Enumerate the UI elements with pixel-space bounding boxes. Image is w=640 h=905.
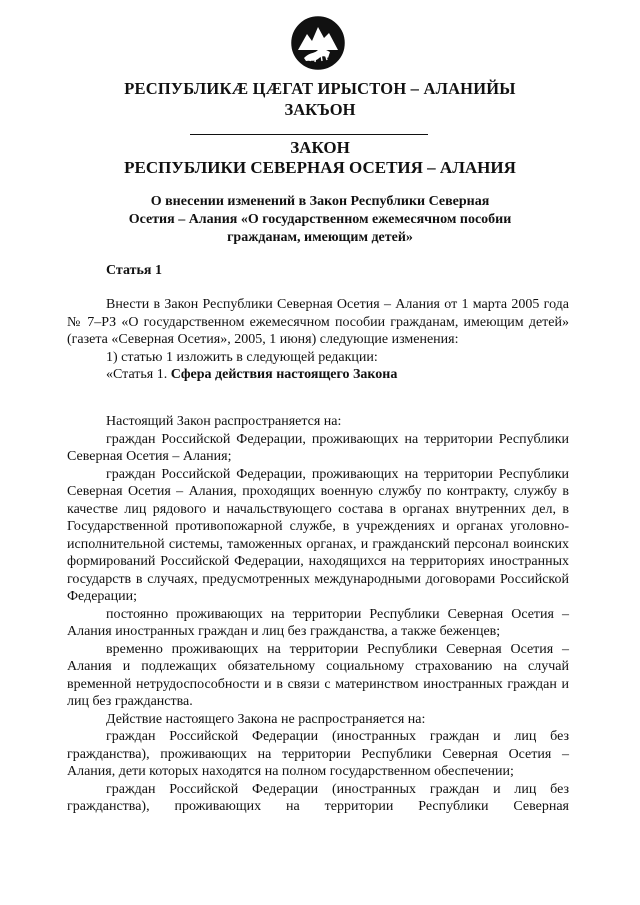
- intro-paragraph: 1) статью 1 изложить в следующей редакции:: [106, 349, 378, 365]
- header-law-ossetian: ЗАКЪОН: [284, 100, 356, 119]
- divider-line: [190, 134, 428, 135]
- intro-paragraph: Внести в Закон Республики Северная Осетия – Алания от 1 марта 2005 года № 7–РЗ «О государственном ежемесячном пособии гражданам, имеющим детей» (газета «Северная Осетия», 2005, 1 июня) следующие изменения:: [67, 297, 569, 347]
- article-heading: Статья 1: [106, 263, 162, 278]
- article-redaction-heading: [67, 366, 569, 384]
- body-paragraph: Настоящий Закон распространяется на:: [106, 414, 342, 429]
- header-line-ossetian: РЕСПУБЛИКÆ ЦÆГАТ ИРЫСТОН – АЛАНИЙЫ: [124, 79, 516, 98]
- law-title: [110, 193, 530, 247]
- body-paragraph: постоянно проживающих на территории Республики Северная Осетия – Алания иностранных граждан и лиц без гражданства, а также беженцев;: [67, 606, 569, 639]
- coat-of-arms-emblem: [290, 14, 346, 72]
- law-title-line: О внесении изменений в Закон Республики Северная: [150, 194, 490, 209]
- law-title-line: гражданам, имеющим детей»: [227, 230, 413, 245]
- header-republic-russian: РЕСПУБЛИКИ СЕВЕРНАЯ ОСЕТИЯ – АЛАНИЯ: [124, 158, 516, 177]
- law-body: [67, 413, 569, 816]
- header-law-russian: ЗАКОН: [290, 138, 350, 157]
- law-title-line: Осетия – Алания «О государственном ежемесячном пособии: [128, 212, 512, 227]
- body-paragraph: граждан Российской Федерации, проживающих на территории Республики Северная Осетия – Алания;: [67, 431, 569, 464]
- body-paragraph: временно проживающих на территории Республики Северная Осетия – Алания и подлежащих обязательному социальному страхованию на случай временной нетрудоспособности и в связи с материнством иностранных граждан и лиц без гражданства.: [67, 641, 569, 709]
- body-paragraph: граждан Российской Федерации, проживающих на территории Республики Северная Осетия – Алания, проходящих военную службу по контракту, службу в качестве лиц рядового и начальствующего состава в органах внутренних дел, в Государственной противопожарной службе, в учреждениях и органах уголовно-исполнительной системы, таможенных органах, и гражданский персонал воинских формирований Российской Федерации, находящихся на территориях иностранных государств в случаях, предусмотренных международными договорами Российской Федерации;: [67, 466, 569, 604]
- body-paragraph: граждан Российской Федерации (иностранных граждан и лиц без гражданства), проживающих на территории Республики Северная Осетия – Алания, дети которых находятся на полном государственном обеспечении;: [67, 729, 569, 779]
- intro-block: [67, 296, 569, 384]
- article-redaction-title: Сфера действия настоящего Закона: [170, 367, 398, 382]
- article-redaction-prefix: «Статья 1.: [106, 367, 171, 382]
- body-paragraph: Действие настоящего Закона не распространяется на:: [106, 711, 426, 727]
- body-paragraph: граждан Российской Федерации (иностранных граждан и лиц без гражданства), проживающих на территории Республики Северная: [67, 781, 569, 814]
